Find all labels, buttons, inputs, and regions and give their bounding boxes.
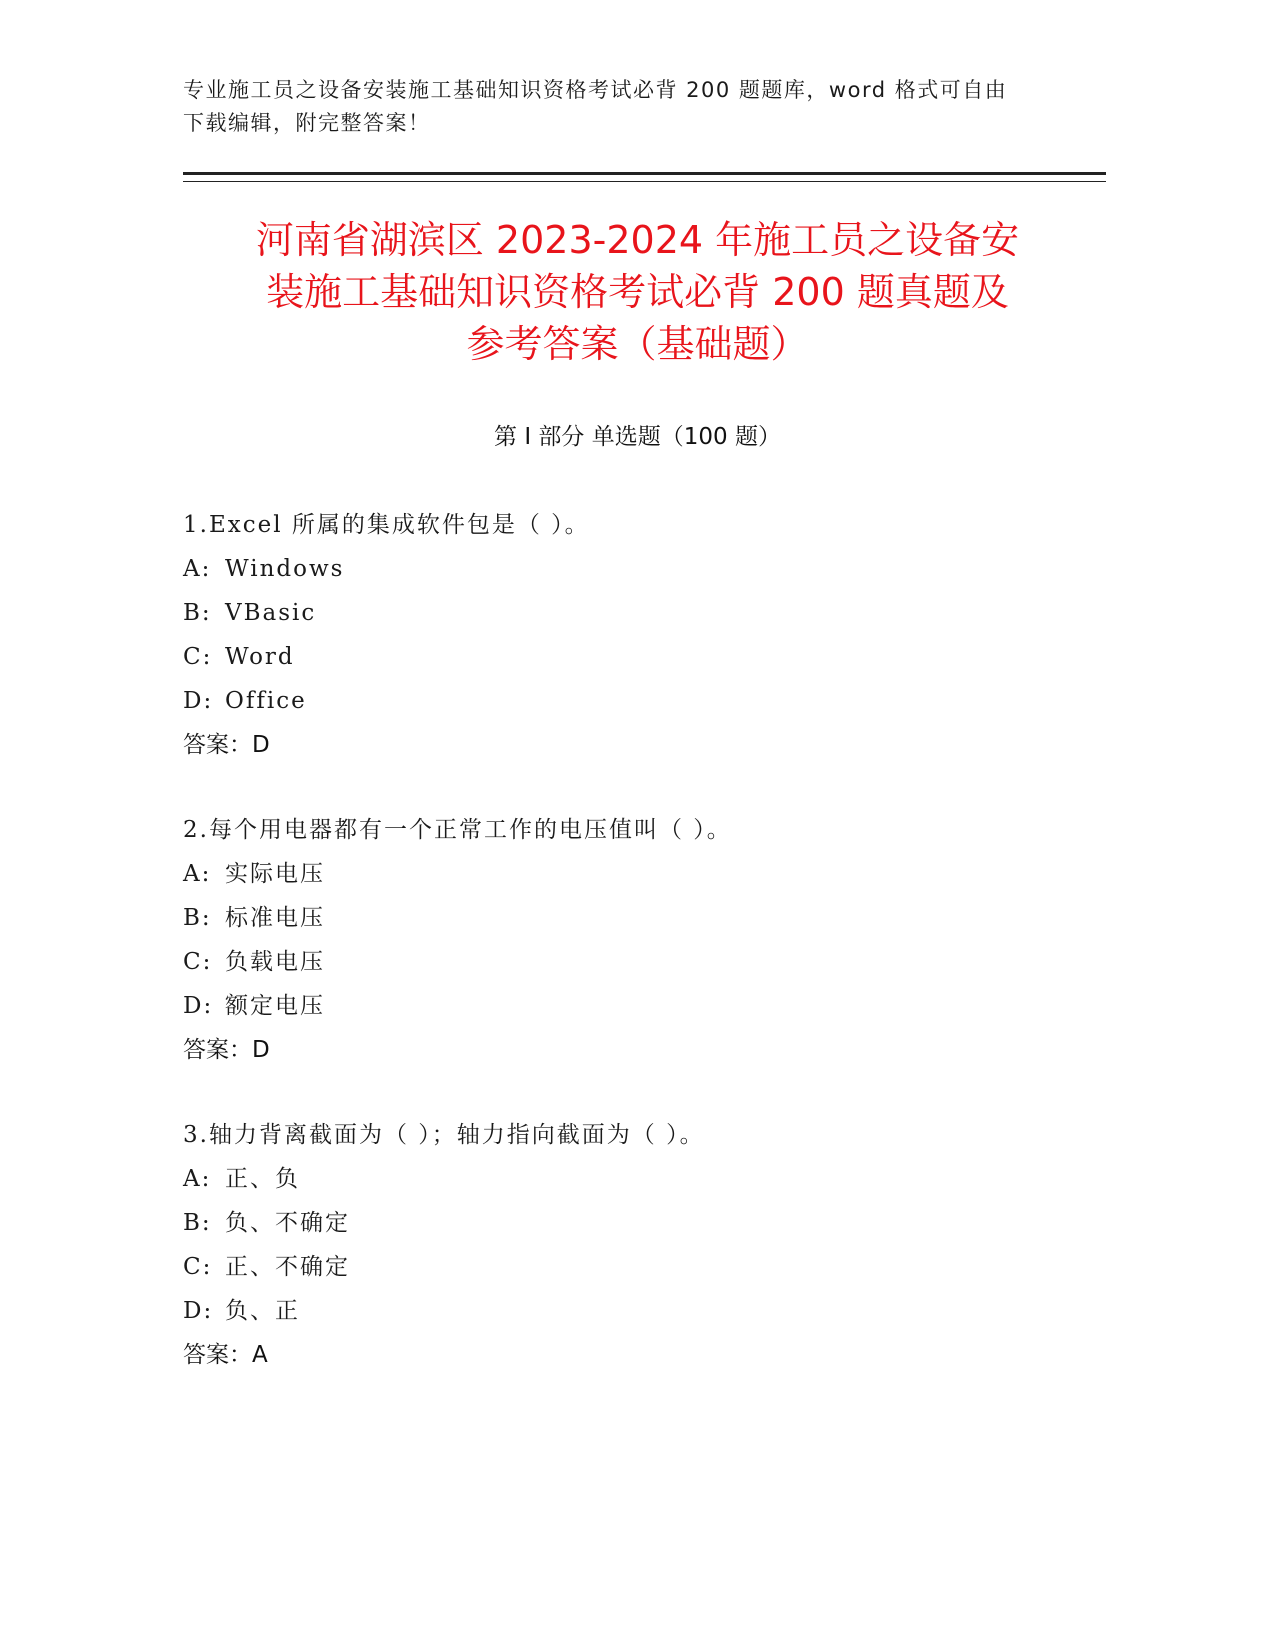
option-text: 实际电压 [225,861,325,887]
option-text: 额定电压 [225,993,325,1019]
section-heading: 第 I 部分 单选题（100 题） [494,424,781,450]
option-text: 正、负 [225,1166,300,1192]
intro-line-1: 专业施工员之设备安装施工基础知识资格考试必背 200 题题库，word 格式可自由 [183,78,1008,102]
option-key: D: [183,1298,214,1324]
intro-line-2: 下载编辑，附完整答案！ [183,111,431,135]
question-stem: 3.轴力背离截面为（ ）；轴力指向截面为（ ）。 [183,1122,705,1148]
header-divider-thin [183,181,1106,182]
option-text: VBasic [225,600,317,626]
option-key: A: [183,556,212,582]
question-stem: 1.Excel 所属的集成软件包是（ ）。 [183,512,590,538]
option-text: 负、正 [225,1298,300,1324]
option-key: B: [183,600,212,626]
option-a [183,547,1083,591]
option-c [183,635,1083,679]
option-key: A: [183,861,212,887]
option-text: Windows [225,556,345,582]
option-b [183,591,1083,635]
document-title [160,214,1115,370]
option-a [183,852,1083,896]
answer: 答案：D [183,1037,270,1063]
question-2 [183,808,1083,1072]
option-key: B: [183,905,212,931]
option-c [183,1245,1083,1289]
option-key: C: [183,949,213,975]
option-text: 标准电压 [225,905,325,931]
option-text: 正、不确定 [225,1254,350,1280]
option-key: D: [183,993,214,1019]
question-3 [183,1113,1083,1377]
option-b [183,1201,1083,1245]
option-text: Office [225,688,307,714]
option-key: C: [183,644,213,670]
option-text: 负载电压 [225,949,325,975]
question-1 [183,503,1083,767]
header-divider-thick [183,172,1106,175]
option-key: A: [183,1166,212,1192]
answer: 答案：D [183,732,270,758]
option-text: 负、不确定 [225,1210,350,1236]
question-stem: 2.每个用电器都有一个正常工作的电压值叫（ ）。 [183,817,732,843]
option-b [183,896,1083,940]
option-a [183,1157,1083,1201]
option-d [183,984,1083,1028]
title-line-3: 参考答案（基础题） [466,322,809,366]
title-line-2: 装施工基础知识资格考试必背 200 题真题及 [266,270,1009,314]
option-key: C: [183,1254,213,1280]
option-key: B: [183,1210,212,1236]
option-text: Word [225,644,295,670]
option-key: D: [183,688,214,714]
intro-text [183,74,1063,140]
option-c [183,940,1083,984]
answer: 答案：A [183,1342,268,1368]
option-d [183,679,1083,723]
option-d [183,1289,1083,1333]
title-line-1: 河南省湖滨区 2023-2024 年施工员之设备安 [255,218,1020,262]
